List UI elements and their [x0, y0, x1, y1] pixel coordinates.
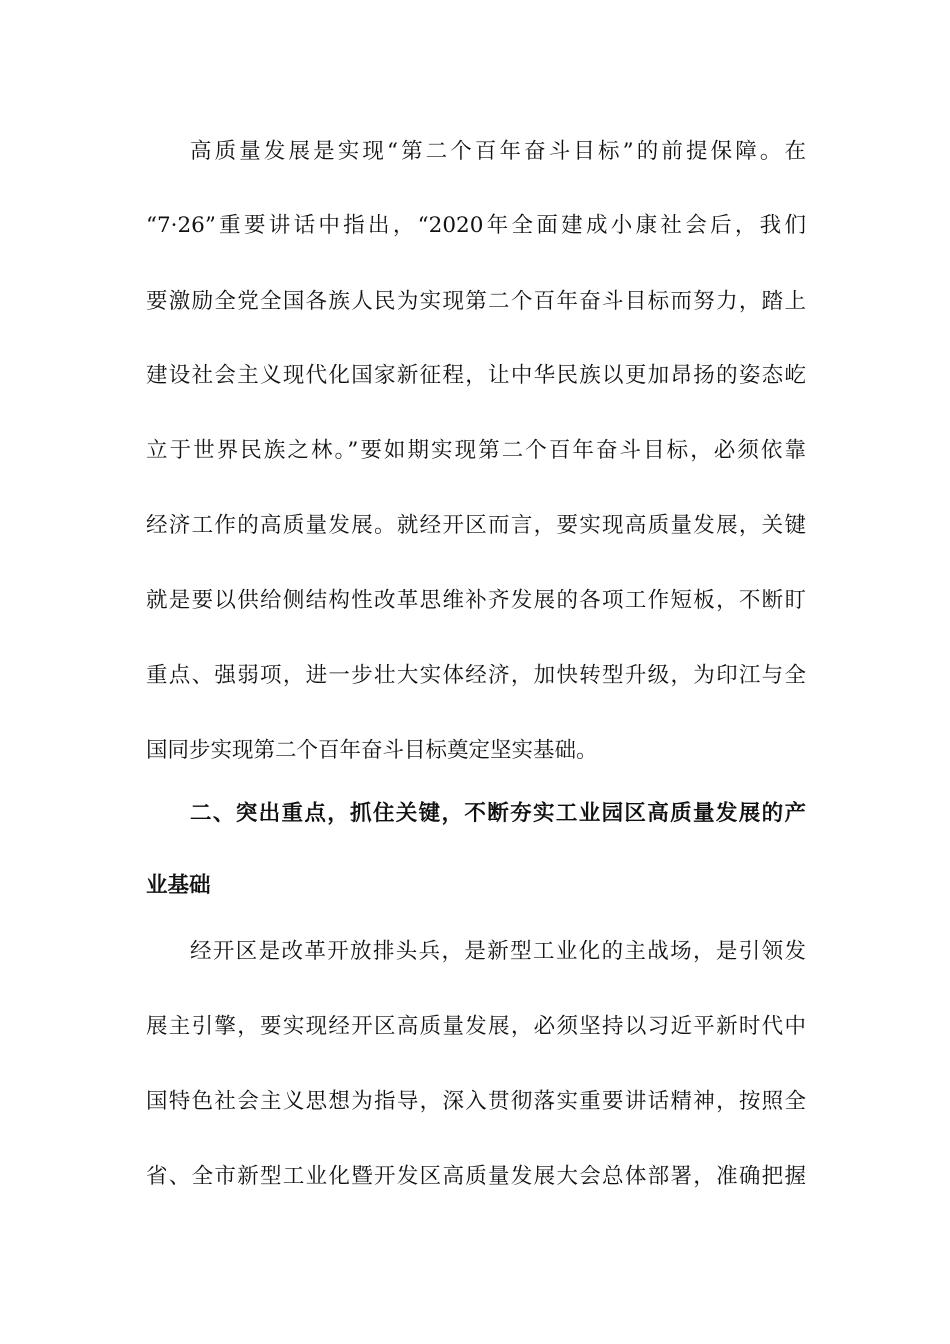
- paragraph-1-line-9: 国同步实现第二个百年奋斗目标奠定坚实基础。: [146, 738, 598, 763]
- paragraph-2-line-3: 国特色社会主义思想为指导，深入贯彻落实重要讲话精神，按照全: [146, 1089, 806, 1114]
- section-heading-line-2: 业基础: [146, 873, 211, 898]
- paragraph-1-line-2: “7·26”重要讲话中指出，“2020年全面建成小康社会后，我们: [146, 213, 806, 238]
- paragraph-2-line-2: 展主引擎，要实现经开区高质量发展，必须坚持以习近平新时代中: [146, 1014, 806, 1039]
- paragraph-1-line-4: 建设社会主义现代化国家新征程，让中华民族以更加昂扬的姿态屹: [146, 363, 806, 388]
- paragraph-1-line-5: 立于世界民族之林。”要如期实现第二个百年奋斗目标，必须依靠: [146, 438, 806, 463]
- paragraph-1-line-6: 经济工作的高质量发展。就经开区而言，要实现高质量发展，关键: [146, 513, 806, 538]
- paragraph-2-line-4: 省、全市新型工业化暨开发区高质量发展大会总体部署，准确把握: [146, 1164, 806, 1189]
- section-heading-line-1: 二、突出重点，抓住关键，不断夯实工业园区高质量发展的产: [190, 801, 806, 826]
- paragraph-2-line-1: 经开区是改革开放排头兵，是新型工业化的主战场，是引领发: [190, 939, 806, 964]
- paragraph-1-line-3: 要激励全党全国各族人民为实现第二个百年奋斗目标而努力，踏上: [146, 289, 806, 314]
- paragraph-1-line-7: 就是要以供给侧结构性改革思维补齐发展的各项工作短板，不断盯: [146, 588, 806, 613]
- paragraph-1-line-1: 高质量发展是实现“第二个百年奋斗目标”的前提保障。在: [190, 139, 806, 164]
- paragraph-1-line-8: 重点、强弱项，进一步壮大实体经济，加快转型升级，为印江与全: [146, 663, 806, 688]
